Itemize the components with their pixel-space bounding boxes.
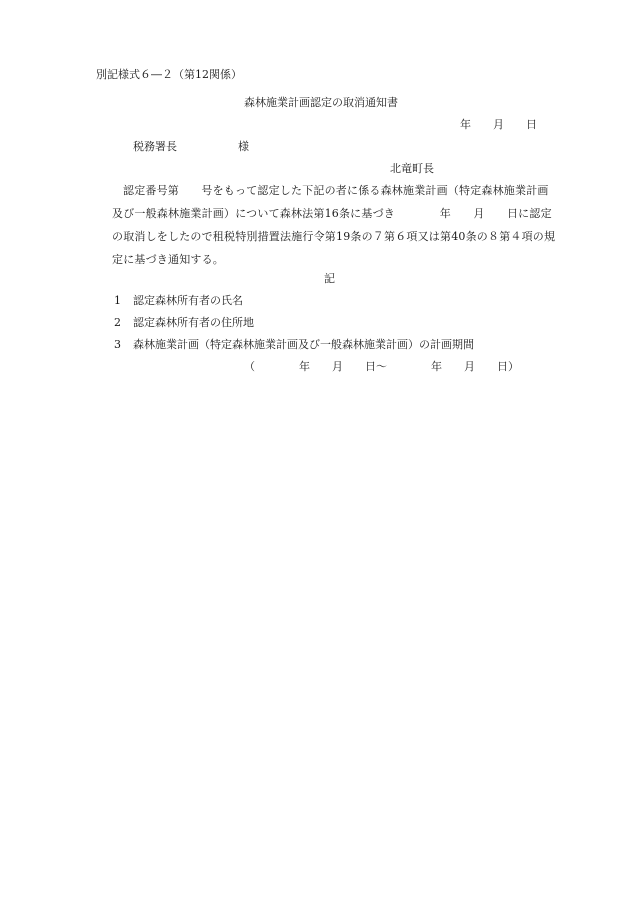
date-line: 年 月 日 xyxy=(460,118,537,131)
addressee-honorific: 様 xyxy=(238,140,249,153)
body-line-1: 認定番号第 号をもって認定した下記の者に係る森林施業計画（特定森林施業計画 xyxy=(123,184,549,197)
ki-heading: 記 xyxy=(324,272,335,285)
addressee-office: 税務署長 xyxy=(133,140,177,153)
item-number: 2 xyxy=(114,316,121,329)
plan-period: （ 年 月 日～ 年 月 日） xyxy=(244,360,519,373)
body-line-3: の取消しをしたので租税特別措置法施行令第19条の７第６項又は第40条の８第４項の規 xyxy=(112,230,556,243)
item-number: 3 xyxy=(114,338,121,351)
item-number: 1 xyxy=(114,294,121,307)
body-line-2: 及び一般森林施業計画）について森林法第16条に基づき 年 月 日に認定 xyxy=(112,207,552,220)
document-title: 森林施業計画認定の取消通知書 xyxy=(244,96,398,109)
item-text: 認定森林所有者の氏名 xyxy=(133,294,243,307)
item-text: 森林施業計画（特定森林施業計画及び一般森林施業計画）の計画期間 xyxy=(133,338,474,351)
form-label: 別記様式６―２（第12関係） xyxy=(96,68,242,81)
body-line-4: 定に基づき通知する。 xyxy=(112,253,224,266)
sender-name: 北竜町長 xyxy=(390,162,434,175)
item-text: 認定森林所有者の住所地 xyxy=(133,316,254,329)
